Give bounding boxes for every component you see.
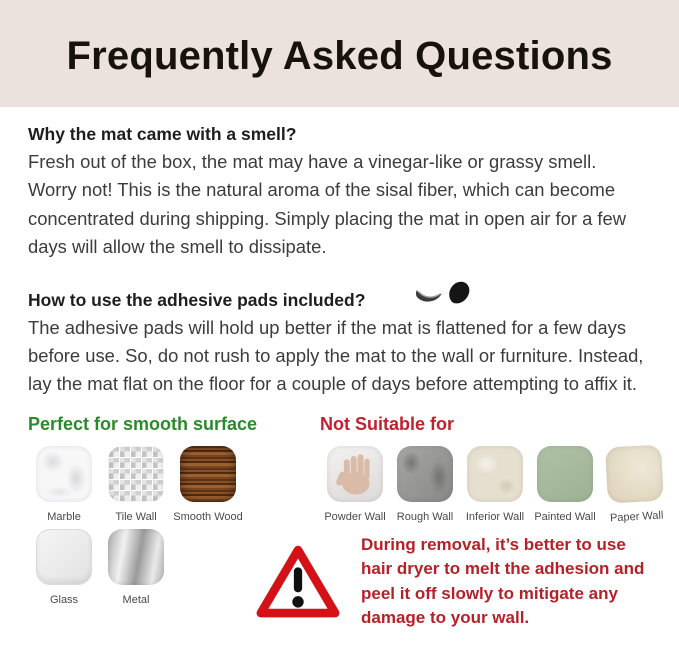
adhesive-pads-icon <box>411 279 473 312</box>
swatch-label: Paper Wall <box>609 509 664 525</box>
swatch-label: Inferior Wall <box>465 510 525 523</box>
swatch-inferior-wall <box>460 446 530 523</box>
warning-text: During removal, it’s better to use hair dryer to melt the adhesion and peel it off slowly to mitigate any damage to your wall. <box>361 534 645 628</box>
tile-wall-texture-image <box>108 446 164 502</box>
question-smell: Why the mat came with a smell? <box>28 124 297 144</box>
faq-item-adhesive-pads <box>28 279 651 399</box>
smooth-wood-texture-image <box>180 446 236 502</box>
swatch-label: Metal <box>122 593 150 606</box>
answer-smell: Fresh out of the box, the mat may have a vinegar-like or grassy smell. Worry not! This is the natural aroma of the sisal fiber, which can become concentrated during shipping. Simply placing the mat in open air for a few days will allow the smell to dissipate. <box>28 151 627 258</box>
metal-texture-image <box>108 529 164 585</box>
swatch-label: Tile Wall <box>115 510 157 523</box>
suitable-heading: Perfect for smooth surface <box>28 413 258 434</box>
not-suitable-row <box>320 446 670 523</box>
faq-content <box>0 124 679 631</box>
swatch-label: Powder Wall <box>324 510 386 523</box>
swatch-powder-wall <box>320 446 390 523</box>
powder-wall-texture-image <box>327 446 383 502</box>
inferior-wall-texture-image <box>467 446 523 502</box>
swatch-rough-wall <box>390 446 460 523</box>
not-suitable-heading: Not Suitable for <box>320 413 454 434</box>
warning-triangle-icon <box>243 544 353 620</box>
rough-wall-texture-image <box>397 446 453 502</box>
hand-icon <box>331 449 379 499</box>
swatch-label: Marble <box>47 510 81 523</box>
swatch-label: Smooth Wood <box>173 510 243 523</box>
bottom-section <box>28 529 651 631</box>
swatch-tile-wall <box>100 446 172 523</box>
faq-header-band <box>0 0 679 107</box>
swatch-painted-wall <box>530 446 600 523</box>
question-adhesive-pads: How to use the adhesive pads included? <box>28 289 366 310</box>
suitable-row-2 <box>28 529 243 606</box>
not-suitable-column <box>320 414 670 523</box>
suitable-column <box>28 414 320 523</box>
swatch-label: Glass <box>49 593 79 606</box>
suitability-section <box>28 413 664 525</box>
swatch-label: Painted Wall <box>534 510 596 523</box>
swatch-glass <box>28 529 100 606</box>
faq-item-smell <box>28 124 651 262</box>
swatch-smooth-wood <box>172 446 244 523</box>
suitable-row-1 <box>28 446 320 523</box>
swatch-label: Rough Wall <box>396 510 454 523</box>
marble-texture-image <box>36 446 92 502</box>
painted-wall-texture-image <box>537 446 593 502</box>
paper-wall-texture-image <box>605 444 664 503</box>
swatch-paper-wall <box>598 444 672 525</box>
swatch-metal <box>100 529 172 606</box>
glass-texture-image <box>36 529 92 585</box>
swatch-marble <box>28 446 100 523</box>
page-title: Frequently Asked Questions <box>66 34 613 78</box>
answer-adhesive-pads: The adhesive pads will hold up better if the mat is flattened for a few days before use. So, do not rush to apply the mat to the wall or furniture. Instead, lay the mat flat on the floor for a couple of days before attempting to affix it. <box>28 316 644 395</box>
